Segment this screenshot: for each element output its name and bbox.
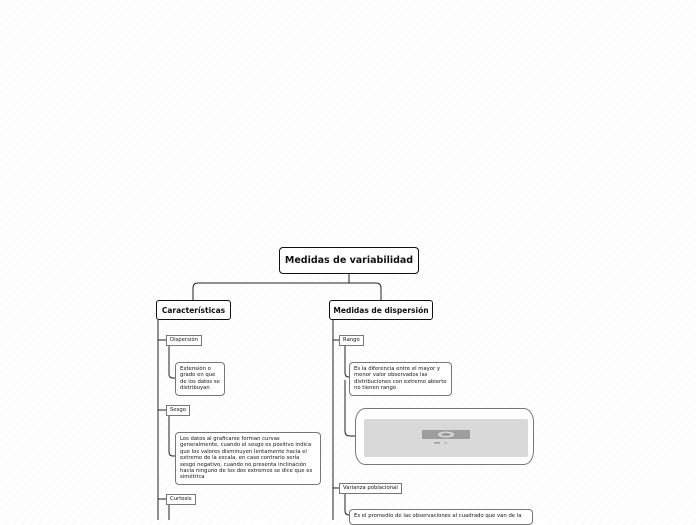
topic-sesgo[interactable] — [166, 405, 190, 416]
desc-dispersion[interactable] — [175, 362, 225, 396]
root-node[interactable] — [279, 247, 419, 274]
topic-curtosis[interactable] — [166, 494, 196, 505]
branch-medidas-dispersion[interactable] — [329, 300, 433, 320]
topic-varianza-label: Varianza poblacional — [343, 485, 398, 491]
desc-rango-text: Es la diferencia entre el mayor y menor valor observados las distribuciones con extremo abierto no tienen rango — [354, 366, 447, 392]
desc-dispersion-text: Extensión o grado en que de los datos se distribuyan — [180, 366, 220, 392]
topic-dispersion[interactable] — [166, 335, 202, 346]
image-placeholder-icon — [420, 428, 472, 448]
desc-varianza-text: Es el promedio de las observaciones al cuadrado que van de la — [354, 513, 522, 519]
topic-sesgo-label: Sesgo — [170, 407, 186, 413]
image-placeholder — [364, 419, 528, 457]
desc-sesgo[interactable] — [175, 432, 321, 485]
desc-rango[interactable] — [349, 362, 452, 396]
topic-dispersion-label: Dispersión — [170, 337, 198, 343]
topic-rango[interactable] — [339, 335, 364, 346]
desc-sesgo-text: Los datos al graficarse forman curvas generalmente, cuando el sesgo es positivo indica que los valores disminuyen lentamente hacia el extremo de la escala, en caso contrario sería sesgo negativo, cuando no presenta inclinación hacia ninguno de los dos extremos se dice que es simétrica — [180, 436, 313, 481]
topic-curtosis-label: Curtosis — [170, 496, 192, 502]
branch-caracteristicas[interactable] — [156, 300, 231, 320]
desc-varianza[interactable] — [349, 509, 533, 525]
image-card[interactable] — [355, 408, 534, 465]
branch-caracteristicas-label: Características — [161, 305, 226, 315]
root-label: Medidas de variabilidad — [284, 255, 414, 266]
branch-medidas-dispersion-label: Medidas de dispersión — [333, 305, 429, 315]
connector-root-branches — [193, 274, 381, 300]
topic-varianza-poblacional[interactable] — [339, 483, 402, 494]
topic-rango-label: Rango — [343, 337, 360, 343]
